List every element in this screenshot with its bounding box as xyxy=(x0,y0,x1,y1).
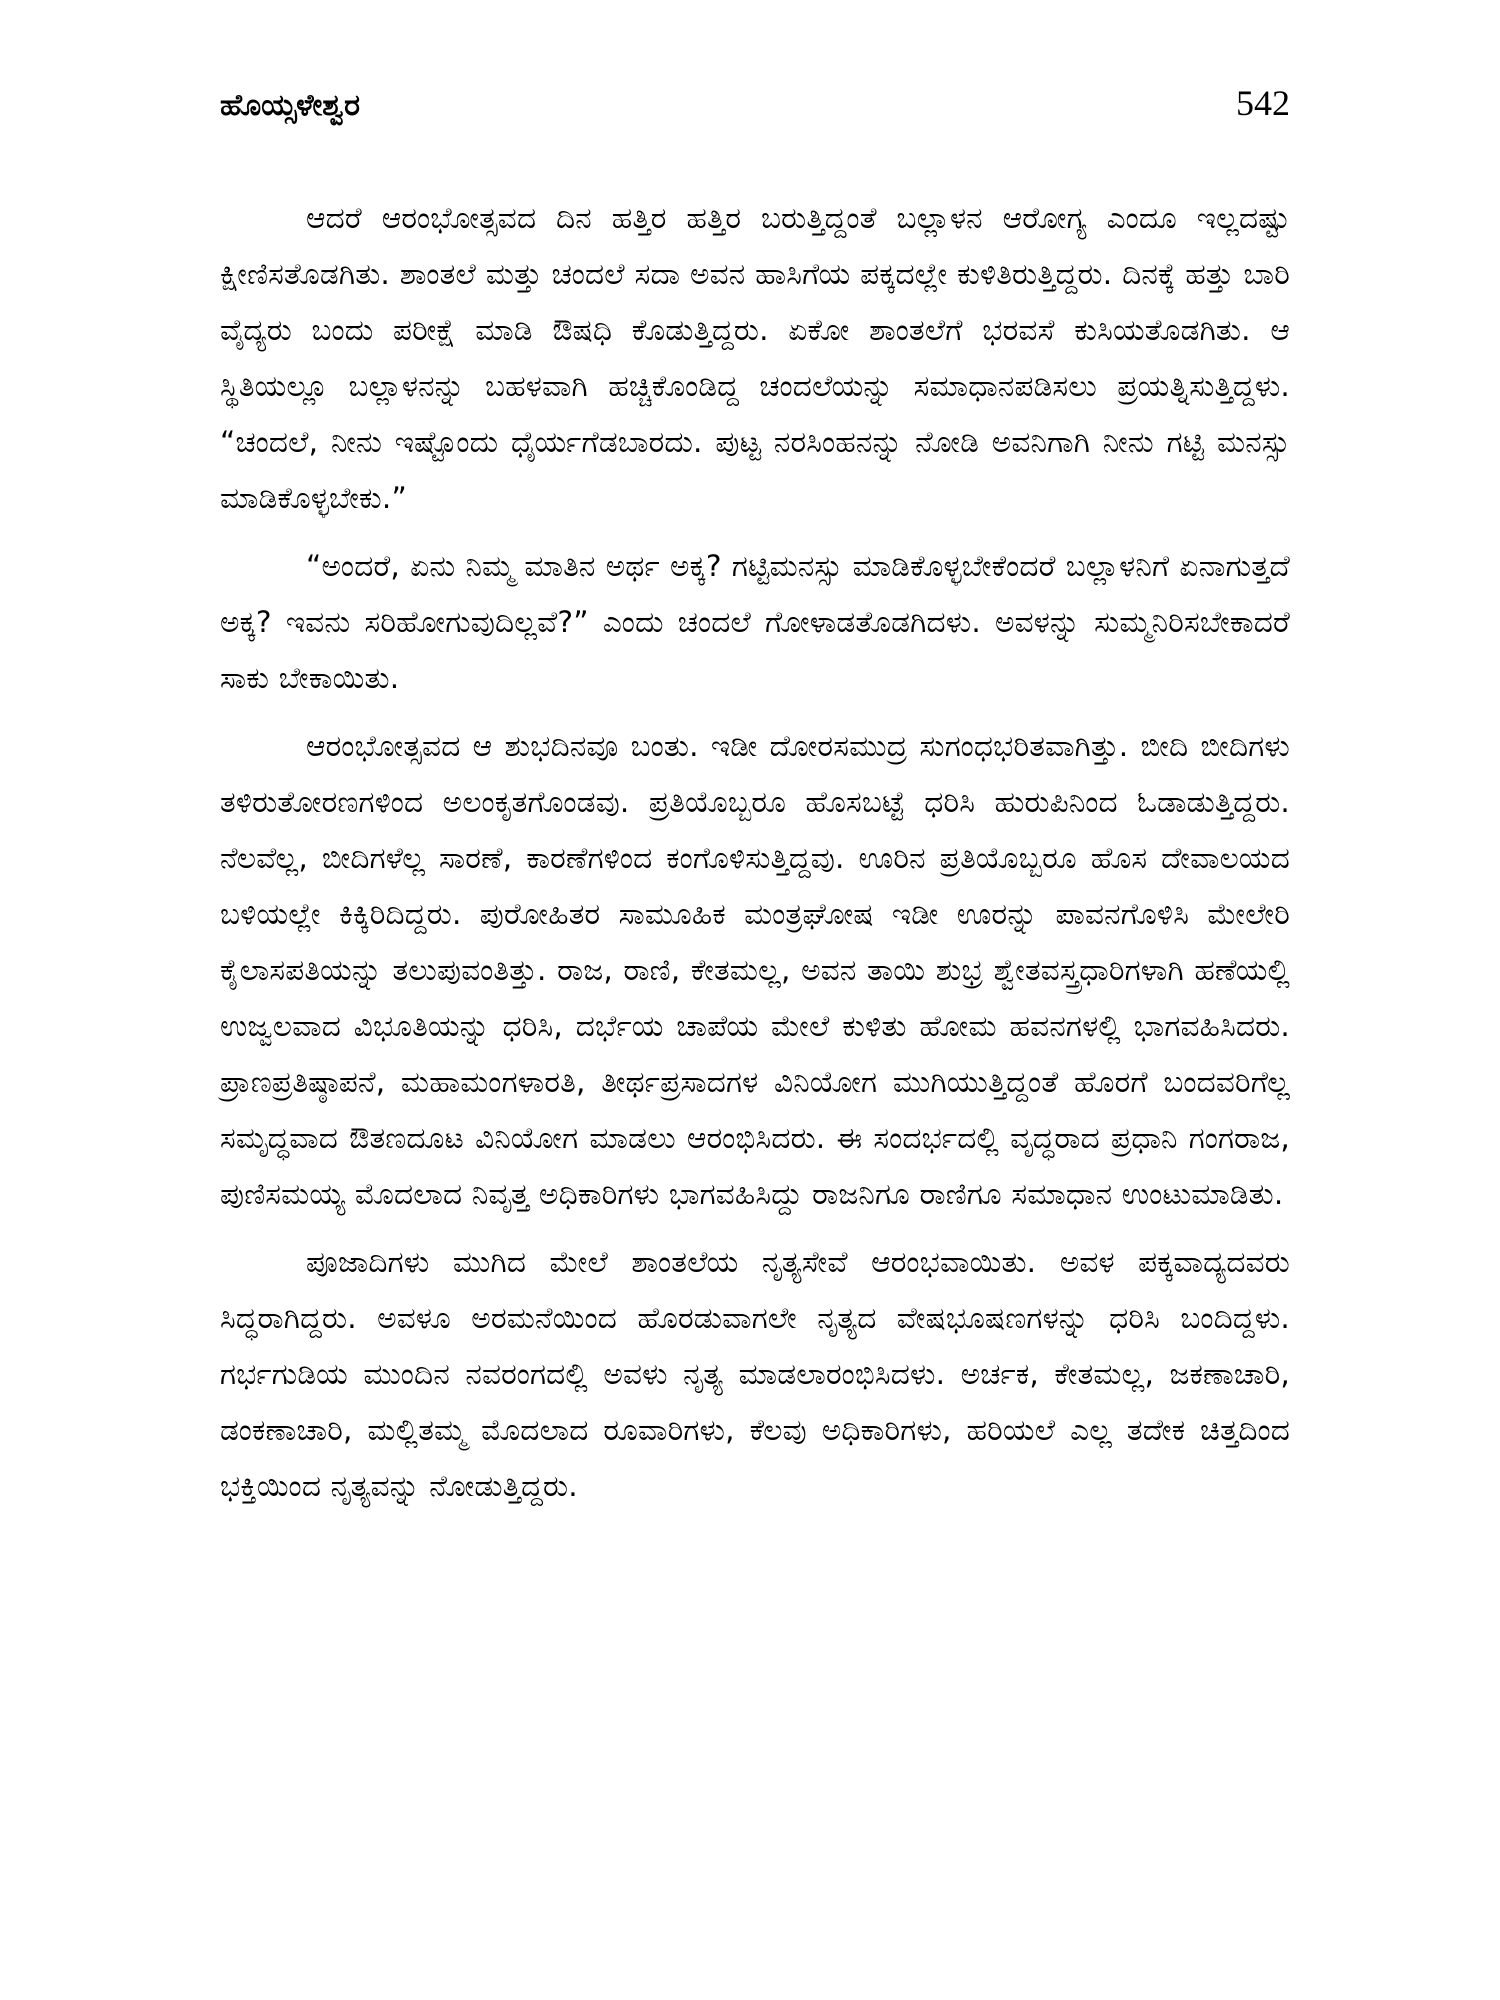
body-text xyxy=(220,190,1290,1514)
book-title: ಹೊಯ್ಸಳೇಶ್ವರ xyxy=(220,88,360,123)
page-number: 542 xyxy=(1236,83,1290,123)
paragraph: “ಅಂದರೆ, ಏನು ನಿಮ್ಮ ಮಾತಿನ ಅರ್ಥ ಅಕ್ಕ? ಗಟ್ಟಿಮನಸ್ಸು ಮಾಡಿಕೊಳ್ಳಬೇಕೆಂದರೆ ಬಲ್ಲಾಳನಿಗೆ ಏನಾಗುತ್ತದೆ ಅಕ್ಕ? ಇವನು ಸರಿಹೋಗುವುದಿಲ್ಲವೆ?” ಎಂದು ಚಂದಲೆ ಗೋಳಾಡತೊಡಗಿದಳು. ಅವಳನ್ನು ಸುಮ್ಮನಿರಿಸಬೇಕಾದರೆ ಸಾಕು ಬೇಕಾಯಿತು. xyxy=(220,549,1290,695)
paragraph: ಆದರೆ ಆರಂಭೋತ್ಸವದ ದಿನ ಹತ್ತಿರ ಹತ್ತಿರ ಬರುತ್ತಿದ್ದಂತೆ ಬಲ್ಲಾಳನ ಆರೋಗ್ಯ ಎಂದೂ ಇಲ್ಲದಷ್ಟು ಕ್ಷೀಣಿಸತೊಡಗಿತು. ಶಾಂತಲೆ ಮತ್ತು ಚಂದಲೆ ಸದಾ ಅವನ ಹಾಸಿಗೆಯ ಪಕ್ಕದಲ್ಲೇ ಕುಳಿತಿರುತ್ತಿದ್ದರು. ದಿನಕ್ಕೆ ಹತ್ತು ಬಾರಿ ವೈದ್ಯರು ಬಂದು ಪರೀಕ್ಷೆ ಮಾಡಿ ಔಷಧಿ ಕೊಡುತ್ತಿದ್ದರು. ಏಕೋ ಶಾಂತಲೆಗೆ ಭರವಸೆ ಕುಸಿಯತೊಡಗಿತು. ಆ ಸ್ಥಿತಿಯಲ್ಲೂ ಬಲ್ಲಾಳನನ್ನು ಬಹಳವಾಗಿ ಹಚ್ಚಿಕೊಂಡಿದ್ದ ಚಂದಲೆಯನ್ನು ಸಮಾಧಾನಪಡಿಸಲು ಪ್ರಯತ್ನಿಸುತ್ತಿದ್ದಳು. “ಚಂದಲೆ, ನೀನು ಇಷ್ಟೊಂದು ಧೈರ್ಯಗೆಡಬಾರದು. ಪುಟ್ಟ ನರಸಿಂಹನನ್ನು ನೋಡಿ ಅವನಿಗಾಗಿ ನೀನು ಗಟ್ಟಿ ಮನಸ್ಸು ಮಾಡಿಕೊಳ್ಳಬೇಕು.” xyxy=(220,201,1290,515)
paragraph: ಪೂಜಾದಿಗಳು ಮುಗಿದ ಮೇಲೆ ಶಾಂತಲೆಯ ನೃತ್ಯಸೇವೆ ಆರಂಭವಾಯಿತು. ಅವಳ ಪಕ್ಕವಾದ್ಯದವರು ಸಿದ್ಧರಾಗಿದ್ದರು. ಅವಳೂ ಅರಮನೆಯಿಂದ ಹೊರಡುವಾಗಲೇ ನೃತ್ಯದ ವೇಷಭೂಷಣಗಳನ್ನು ಧರಿಸಿ ಬಂದಿದ್ದಳು. ಗರ್ಭಗುಡಿಯ ಮುಂದಿನ ನವರಂಗದಲ್ಲಿ ಅವಳು ನೃತ್ಯ ಮಾಡಲಾರಂಭಿಸಿದಳು. ಅರ್ಚಕ, ಕೇತಮಲ್ಲ, ಜಕಣಾಚಾರಿ, ಡಂಕಣಾಚಾರಿ, ಮಲ್ಲಿತಮ್ಮ ಮೊದಲಾದ ರೂವಾರಿಗಳು, ಕೆಲವು ಅಧಿಕಾರಿಗಳು, ಹರಿಯಲೆ ಎಲ್ಲ ತದೇಕ ಚಿತ್ತದಿಂದ ಭಕ್ತಿಯಿಂದ ನೃತ್ಯವನ್ನು ನೋಡುತ್ತಿದ್ದರು. xyxy=(220,1245,1290,1503)
paragraph: ಆರಂಭೋತ್ಸವದ ಆ ಶುಭದಿನವೂ ಬಂತು. ಇಡೀ ದೋರಸಮುದ್ರ ಸುಗಂಧಭರಿತವಾಗಿತ್ತು. ಬೀದಿ ಬೀದಿಗಳು ತಳಿರುತೋರಣಗಳಿಂದ ಅಲಂಕೃತಗೊಂಡವು. ಪ್ರತಿಯೊಬ್ಬರೂ ಹೊಸಬಟ್ಟೆ ಧರಿಸಿ ಹುರುಪಿನಿಂದ ಓಡಾಡುತ್ತಿದ್ದರು. ನೆಲವೆಲ್ಲ, ಬೀದಿಗಳೆಲ್ಲ ಸಾರಣೆ, ಕಾರಣೆಗಳಿಂದ ಕಂಗೊಳಿಸುತ್ತಿದ್ದವು. ಊರಿನ ಪ್ರತಿಯೊಬ್ಬರೂ ಹೊಸ ದೇವಾಲಯದ ಬಳಿಯಲ್ಲೇ ಕಿಕ್ಕಿರಿದಿದ್ದರು. ಪುರೋಹಿತರ ಸಾಮೂಹಿಕ ಮಂತ್ರಘೋಷ ಇಡೀ ಊರನ್ನು ಪಾವನಗೊಳಿಸಿ ಮೇಲೇರಿ ಕೈಲಾಸಪತಿಯನ್ನು ತಲುಪುವಂತಿತ್ತು. ರಾಜ, ರಾಣಿ, ಕೇತಮಲ್ಲ, ಅವನ ತಾಯಿ ಶುಭ್ರ ಶ್ವೇತವಸ್ತ್ರಧಾರಿಗಳಾಗಿ ಹಣೆಯಲ್ಲಿ ಉಜ್ವಲವಾದ ವಿಭೂತಿಯನ್ನು ಧರಿಸಿ, ದರ್ಭೆಯ ಚಾಪೆಯ ಮೇಲೆ ಕುಳಿತು ಹೋಮ ಹವನಗಳಲ್ಲಿ ಭಾಗವಹಿಸಿದರು. ಪ್ರಾಣಪ್ರತಿಷ್ಠಾಪನೆ, ಮಹಾಮಂಗಳಾರತಿ, ತೀರ್ಥಪ್ರಸಾದಗಳ ವಿನಿಯೋಗ ಮುಗಿಯುತ್ತಿದ್ದಂತೆ ಹೊರಗೆ ಬಂದವರಿಗೆಲ್ಲ ಸಮೃದ್ಧವಾದ ಔತಣದೂಟ ವಿನಿಯೋಗ ಮಾಡಲು ಆರಂಭಿಸಿದರು. ಈ ಸಂದರ್ಭದಲ್ಲಿ ವೃದ್ಧರಾದ ಪ್ರಧಾನಿ ಗಂಗರಾಜ, ಪುಣಿಸಮಯ್ಯ ಮೊದಲಾದ ನಿವೃತ್ತ ಅಧಿಕಾರಿಗಳು ಭಾಗವಹಿಸಿದ್ದು ರಾಜನಿಗೂ ರಾಣಿಗೂ ಸಮಾಧಾನ ಉಂಟುಮಾಡಿತು. xyxy=(220,729,1290,1211)
running-header xyxy=(220,82,1290,152)
